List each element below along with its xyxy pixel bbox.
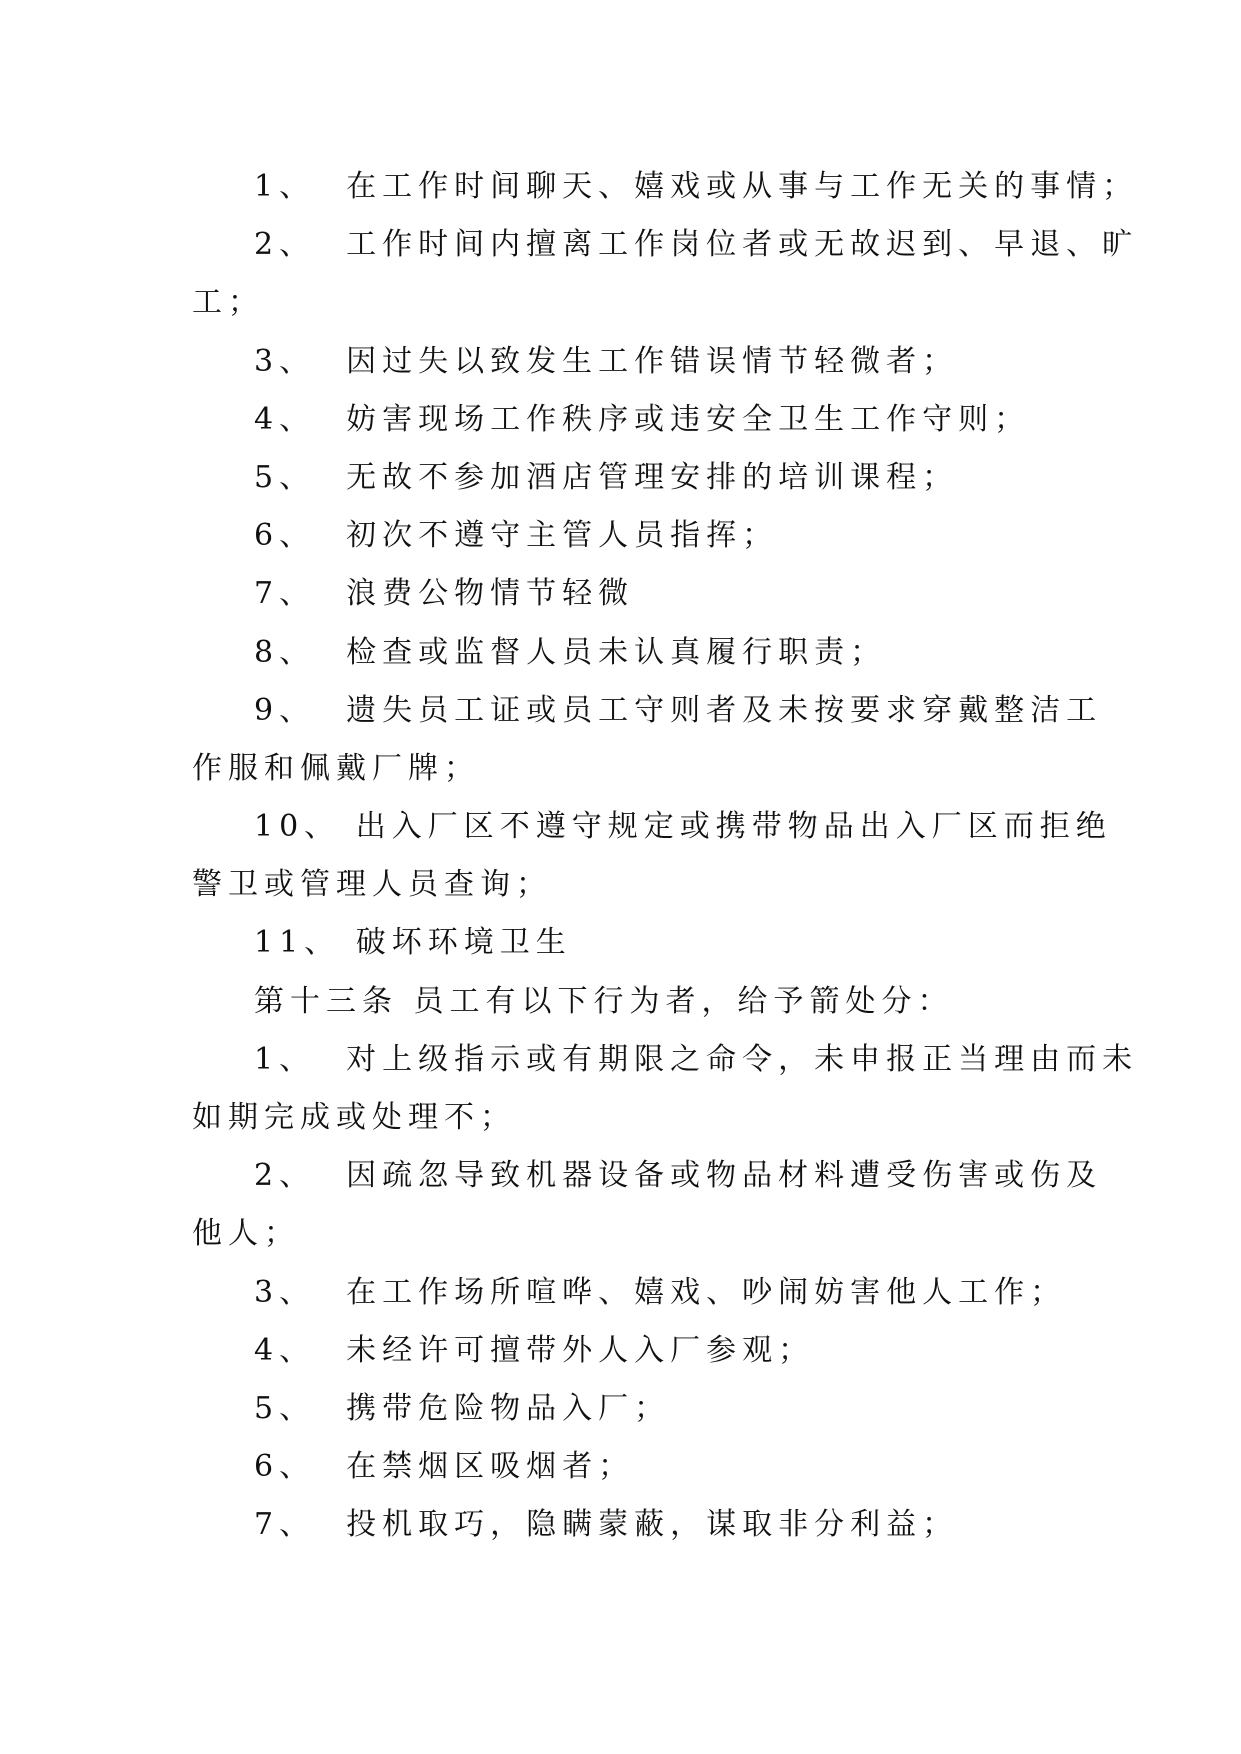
- list-item: 7、 投机取巧，隐瞒蒙蔽，谋取非分利益；: [254, 1507, 959, 1543]
- list-item: 1、 对上级指示或有期限之命令，未申报正当理由而未: [254, 1041, 1139, 1077]
- list-item-continuation: 如期完成或处理不；: [192, 1100, 516, 1135]
- list-item: 9、 遗失员工证或员工守则者及未按要求穿戴整洁工: [254, 692, 1103, 728]
- list-item: 4、 未经许可擅带外人入厂参观；: [254, 1332, 815, 1368]
- list-item: 1、 在工作时间聊天、嬉戏或从事与工作无关的事情；: [254, 169, 1139, 204]
- list-item: 6、 初次不遵守主管人员指挥；: [254, 518, 779, 554]
- list-item: 4、 妨害现场工作秩序或违安全卫生工作守则；: [254, 401, 1031, 437]
- list-item: 5、 携带危险物品入厂；: [254, 1390, 671, 1426]
- list-item-continuation: 作服和佩戴厂牌；: [192, 750, 480, 786]
- list-item-continuation: 他人；: [192, 1216, 300, 1252]
- list-item: 3、 在工作场所喧哗、嬉戏、吵闹妨害他人工作；: [254, 1274, 1067, 1310]
- list-item: 7、 浪费公物情节轻微: [254, 576, 635, 612]
- list-item: 11、 破坏环境卫生: [254, 925, 572, 961]
- list-item: 5、 无故不参加酒店管理安排的培训课程；: [254, 459, 959, 495]
- list-item: 8、 检查或监督人员未认真履行职责；: [254, 634, 887, 670]
- article-heading: 第十三条 员工有以下行为者，给予箭处分：: [254, 983, 954, 1019]
- list-item: 2、 因疏忽导致机器设备或物品材料遭受伤害或伤及: [254, 1158, 1103, 1194]
- list-item: 2、 工作时间内擅离工作岗位者或无故迟到、早退、旷: [254, 227, 1139, 263]
- list-item-continuation: 工；: [192, 285, 264, 321]
- document-body: [192, 158, 1139, 1555]
- list-item-continuation: 警卫或管理人员查询；: [192, 867, 552, 903]
- list-item: 10、 出入厂区不遵守规定或携带物品出入厂区而拒绝: [254, 809, 1112, 845]
- list-item: 6、 在禁烟区吸烟者；: [254, 1449, 635, 1485]
- list-item: 3、 因过失以致发生工作错误情节轻微者；: [254, 343, 959, 379]
